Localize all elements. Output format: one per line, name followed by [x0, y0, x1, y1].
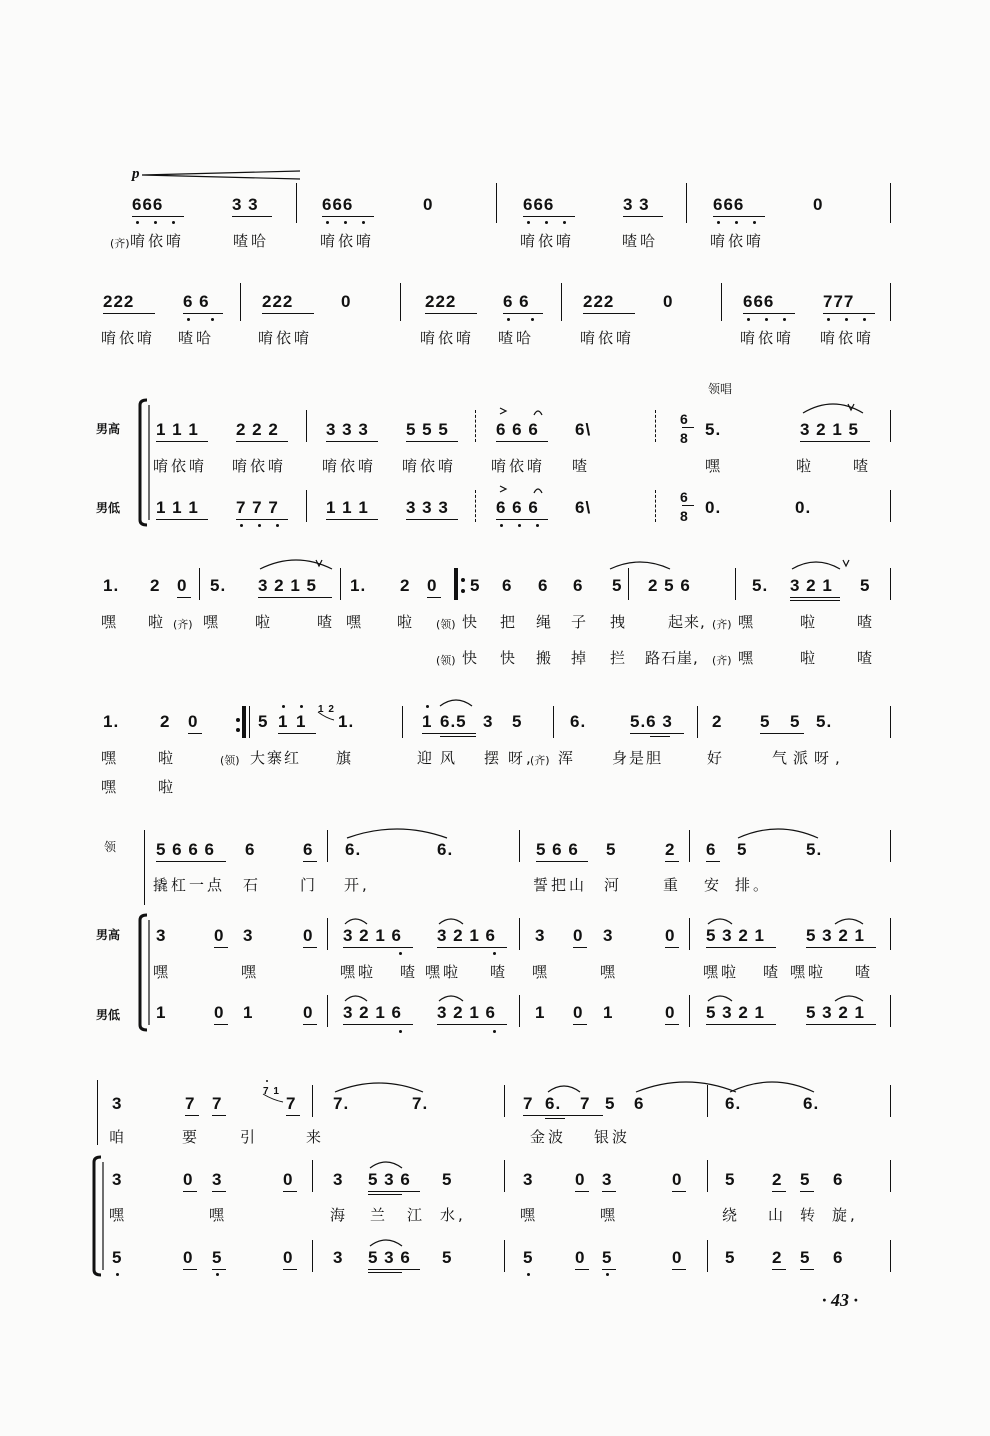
- note: 3: [483, 712, 494, 731]
- lyric: 海: [330, 1206, 349, 1224]
- note: 2: [772, 1170, 783, 1189]
- note: 2: [772, 1248, 783, 1267]
- note: 0: [177, 576, 188, 595]
- note: 1.: [103, 712, 120, 731]
- note: 7: [185, 1094, 196, 1113]
- lyric: 嘿: [101, 778, 120, 796]
- lyric: 喳哈: [178, 329, 215, 347]
- note: 5 3 6: [368, 1248, 411, 1267]
- lyric: 嘿: [600, 1206, 619, 1224]
- note: 0: [663, 292, 674, 311]
- note: 0: [665, 1003, 676, 1022]
- lyric: 安: [704, 876, 723, 894]
- note: 3: [212, 1170, 223, 1189]
- lyric: 石: [243, 876, 262, 894]
- lyric: 咱: [109, 1128, 128, 1146]
- lyric: 旗: [336, 749, 355, 767]
- lyric: 嘿啦: [703, 963, 740, 981]
- lyric: 摆: [484, 749, 503, 767]
- lyric: 旋,: [832, 1206, 858, 1224]
- lyric: 啦: [158, 778, 177, 796]
- lyric: 唷依唷: [153, 457, 208, 475]
- lyric: 嘿: [101, 749, 120, 767]
- lyric: 拽: [610, 613, 629, 631]
- note: 6: [573, 576, 584, 595]
- grace-note: 7 1: [263, 1086, 280, 1097]
- lyric: 浑: [558, 749, 577, 767]
- note: 3 3: [623, 195, 650, 214]
- note: 6: [303, 840, 314, 859]
- note: 3 2 1 6: [437, 926, 496, 945]
- note: 2: [665, 840, 676, 859]
- note: 6: [502, 576, 513, 595]
- note: 2: [400, 576, 411, 595]
- note: 0: [283, 1248, 294, 1267]
- lyric: 喳哈: [622, 232, 659, 250]
- note: 1.: [338, 712, 355, 731]
- bass-label: 男低: [96, 501, 121, 515]
- lyric: 嘿: [203, 613, 222, 631]
- lyric: 喳: [490, 963, 509, 981]
- lyric: 嘿: [600, 963, 619, 981]
- note: 666: [713, 195, 745, 214]
- lyric: 喳哈: [233, 232, 270, 250]
- lyric: 嘿: [209, 1206, 228, 1224]
- note: 5.: [705, 420, 722, 439]
- note: 222: [425, 292, 457, 311]
- lyric: 喳: [857, 613, 876, 631]
- note: 5: [212, 1248, 223, 1267]
- note: 3 3: [232, 195, 259, 214]
- note: 6\: [575, 498, 592, 517]
- lyric: 嘿: [738, 649, 757, 667]
- note: 6.: [345, 840, 362, 859]
- lyric: (齐): [712, 654, 732, 667]
- lyric: 嘿: [532, 963, 551, 981]
- note: 5: [725, 1170, 736, 1189]
- note: 5 3 2 1: [706, 926, 765, 945]
- note: 5 6 6 6: [156, 840, 215, 859]
- lyric: 唷依唷: [320, 232, 375, 250]
- lyric: 啦: [148, 613, 167, 631]
- lyric: 唷依唷: [491, 457, 546, 475]
- lyric: (齐): [530, 754, 550, 767]
- note: 0: [214, 926, 225, 945]
- lyric: 唷依唷: [402, 457, 457, 475]
- note: 3: [523, 1170, 534, 1189]
- lyric: 嘿: [241, 963, 260, 981]
- note: 0: [423, 195, 434, 214]
- note: 0: [672, 1248, 683, 1267]
- note: 6 6 6: [496, 420, 539, 439]
- note: 1.: [350, 576, 367, 595]
- lyric: 唷依唷: [130, 232, 185, 250]
- lyric: 好: [707, 749, 726, 767]
- lyric: 拦: [610, 649, 629, 667]
- note: 1: [422, 712, 433, 731]
- note: 5 3 2 1: [706, 1003, 765, 1022]
- note: 0: [214, 1003, 225, 1022]
- note: 222: [583, 292, 615, 311]
- lyric: 嘿: [705, 457, 724, 475]
- note: 6: [833, 1170, 844, 1189]
- note: 3: [535, 926, 546, 945]
- note: 7 7 7: [236, 498, 279, 517]
- note: 0: [188, 712, 199, 731]
- lyric: 喳: [853, 457, 872, 475]
- note: 3: [333, 1170, 344, 1189]
- tenor-label: 男高: [96, 928, 121, 942]
- time-sig-bottom: 8: [680, 430, 689, 446]
- lyric: 嘿: [101, 613, 120, 631]
- note: 5: [605, 1094, 616, 1113]
- lyric: 快: [462, 613, 481, 631]
- note: 1 1 1: [156, 498, 199, 517]
- lyric: 唷依唷: [710, 232, 765, 250]
- lyric: 呀,: [508, 749, 534, 767]
- note: 0: [303, 926, 314, 945]
- lyric: 重: [663, 876, 682, 894]
- note: 2 2 2: [236, 420, 279, 439]
- note: 1: [278, 712, 289, 731]
- lyric: 唷依唷: [820, 329, 875, 347]
- lyric: 啦: [796, 457, 815, 475]
- lyric: 唷依唷: [322, 457, 377, 475]
- lyric: 来: [306, 1128, 325, 1146]
- note: 6\: [575, 420, 592, 439]
- time-sig-bottom: 8: [680, 508, 689, 524]
- note: 0: [575, 1248, 586, 1267]
- time-sig-top: 6: [680, 489, 689, 505]
- lyric: 啦: [397, 613, 416, 631]
- note: 6.: [725, 1094, 742, 1113]
- lyric: 河: [604, 876, 623, 894]
- note: 3 3 3: [406, 498, 449, 517]
- note: 666: [132, 195, 164, 214]
- note: 7: [580, 1094, 591, 1113]
- note: 1: [603, 1003, 614, 1022]
- note: 1: [156, 1003, 167, 1022]
- note: 0: [341, 292, 352, 311]
- lyric: 啦: [800, 613, 819, 631]
- lyric: (领): [220, 754, 240, 767]
- lyric: 喳: [317, 613, 336, 631]
- note: 5 3 6: [368, 1170, 411, 1189]
- note: 5: [602, 1248, 613, 1267]
- note: 3 2 1: [790, 576, 833, 595]
- note: 5: [612, 576, 623, 595]
- note: 0: [183, 1248, 194, 1267]
- lyric: 绳: [536, 613, 555, 631]
- lyric: 转: [800, 1206, 819, 1224]
- note: 6 6 6: [496, 498, 539, 517]
- lyric: 嘿: [109, 1206, 128, 1224]
- note: 1: [535, 1003, 546, 1022]
- note: 5: [800, 1248, 811, 1267]
- lyric: 掉: [571, 649, 590, 667]
- note: 7: [523, 1094, 534, 1113]
- note: 6.: [570, 712, 587, 731]
- note: 6: [634, 1094, 645, 1113]
- note: 6.: [437, 840, 454, 859]
- note: 7: [286, 1094, 297, 1113]
- note: 5: [800, 1170, 811, 1189]
- note: 0: [665, 926, 676, 945]
- note: 6.5: [440, 712, 467, 731]
- lyric: (领): [436, 654, 456, 667]
- lyric: 嘿: [153, 963, 172, 981]
- note: 6: [706, 840, 717, 859]
- note: 3: [602, 1170, 613, 1189]
- lyric: 嘿: [738, 613, 757, 631]
- note: 1 1 1: [156, 420, 199, 439]
- lead-label: 领唱: [708, 382, 733, 396]
- note: 2 5 6: [648, 576, 691, 595]
- lyric: (领): [436, 618, 456, 631]
- note: 5: [112, 1248, 123, 1267]
- note: 5: [760, 712, 771, 731]
- note: 7.: [412, 1094, 429, 1113]
- note: 5: [725, 1248, 736, 1267]
- lyric: 开,: [344, 876, 370, 894]
- note: 7: [212, 1094, 223, 1113]
- note: 3: [243, 926, 254, 945]
- lyric: 金波: [530, 1128, 567, 1146]
- note: 5.: [752, 576, 769, 595]
- note: 222: [103, 292, 135, 311]
- lyric: 唷依唷: [520, 232, 575, 250]
- note: 1: [243, 1003, 254, 1022]
- lyric: 喳: [763, 963, 782, 981]
- lyric: 喳: [857, 649, 876, 667]
- note: 3: [156, 926, 167, 945]
- note: 1.: [103, 576, 120, 595]
- lyric: 唷依唷: [232, 457, 287, 475]
- note: 5: [737, 840, 748, 859]
- note: 5: [790, 712, 801, 731]
- note: 5 5 5: [406, 420, 449, 439]
- lyric: 誓把山: [533, 876, 588, 894]
- note: 3 2 1 6: [437, 1003, 496, 1022]
- lyric: 搬: [536, 649, 555, 667]
- lyric: 嘿啦: [425, 963, 462, 981]
- lyric: 兰: [370, 1206, 389, 1224]
- note: 5: [442, 1248, 453, 1267]
- lyric: 子: [571, 613, 590, 631]
- lyric: 啦: [800, 649, 819, 667]
- note: 5: [523, 1248, 534, 1267]
- lyric: 快: [462, 649, 481, 667]
- note: 5 3 2 1: [806, 926, 865, 945]
- page-number: · 43 ·: [822, 1290, 858, 1310]
- note: 5.6 3: [630, 712, 673, 731]
- lyric: 路石崖,: [645, 649, 699, 667]
- lyric: 嘿: [346, 613, 365, 631]
- lyric: (齐): [110, 237, 130, 250]
- note: 3: [112, 1170, 123, 1189]
- lyric: 水,: [440, 1206, 466, 1224]
- note: 5: [470, 576, 481, 595]
- dynamic-marking: p: [132, 166, 140, 182]
- note: 5: [606, 840, 617, 859]
- lyric: 唷依唷: [580, 329, 635, 347]
- note: 5.: [806, 840, 823, 859]
- note: 1 1 1: [326, 498, 369, 517]
- lead-label: 领: [104, 840, 117, 854]
- note: 3: [603, 926, 614, 945]
- lyric: 排。: [735, 876, 772, 894]
- note: 3 2 1 5: [258, 576, 317, 595]
- note: 7.: [333, 1094, 350, 1113]
- note: 5: [442, 1170, 453, 1189]
- lyric: 迎风: [417, 749, 464, 767]
- note: 5.: [210, 576, 227, 595]
- lyric: 快: [500, 649, 519, 667]
- note: 6: [245, 840, 256, 859]
- time-sig-top: 6: [680, 411, 689, 427]
- lyric: 大寨红: [250, 749, 302, 767]
- note: 6: [833, 1248, 844, 1267]
- lyric: 嘿啦: [340, 963, 377, 981]
- note: 666: [743, 292, 775, 311]
- lyric: 唷依唷: [420, 329, 475, 347]
- lyric: 嘿: [520, 1206, 539, 1224]
- note: 0.: [705, 498, 722, 517]
- lyric: 嘿啦: [790, 963, 827, 981]
- lyric: 喳哈: [498, 329, 535, 347]
- note: 5 3 2 1: [806, 1003, 865, 1022]
- note: 3 3 3: [326, 420, 369, 439]
- note: 0: [303, 1003, 314, 1022]
- lyric: 绕: [722, 1206, 741, 1224]
- note: 6.: [545, 1094, 562, 1113]
- lyric: 山: [768, 1206, 787, 1224]
- lyric: (齐): [712, 618, 732, 631]
- lyric: 喳: [855, 963, 874, 981]
- lyric: 唷依唷: [258, 329, 313, 347]
- lyric: 引: [240, 1128, 259, 1146]
- grace-note: 1 2: [318, 704, 335, 715]
- note: 0: [573, 1003, 584, 1022]
- note: 0: [672, 1170, 683, 1189]
- lyric: 门: [300, 876, 319, 894]
- lyric: 喳: [400, 963, 419, 981]
- note: 0: [183, 1170, 194, 1189]
- note: 6.: [803, 1094, 820, 1113]
- lyric: 把: [500, 613, 519, 631]
- note: 3 2 1 5: [800, 420, 859, 439]
- note: 2: [150, 576, 161, 595]
- lyric: 起来,: [668, 613, 706, 631]
- note: 6: [538, 576, 549, 595]
- note: 0.: [795, 498, 812, 517]
- note: 2: [712, 712, 723, 731]
- note: 6 6: [503, 292, 530, 311]
- lyric: 撬杠一点: [153, 876, 226, 894]
- lyric: 要: [182, 1128, 201, 1146]
- note: 666: [322, 195, 354, 214]
- note: 5 6 6: [536, 840, 579, 859]
- note: 6 6: [183, 292, 210, 311]
- note: 5.: [816, 712, 833, 731]
- bass-label: 男低: [96, 1008, 121, 1022]
- lyric: (齐): [173, 618, 193, 631]
- note: 1: [296, 712, 307, 731]
- lyric: 啦: [255, 613, 274, 631]
- note: 0: [575, 1170, 586, 1189]
- lyric: 唷依唷: [740, 329, 795, 347]
- lyric: 唷依唷: [101, 329, 156, 347]
- note: 666: [523, 195, 555, 214]
- note: 0: [283, 1170, 294, 1189]
- tenor-label: 男高: [96, 422, 121, 436]
- note: 3 2 1 6: [343, 1003, 402, 1022]
- note: 0: [573, 926, 584, 945]
- note: 0: [813, 195, 824, 214]
- lyric: 银波: [594, 1128, 631, 1146]
- lyric: 喳: [572, 457, 591, 475]
- note: 3 2 1 6: [343, 926, 402, 945]
- note: 5: [860, 576, 871, 595]
- note: 3: [333, 1248, 344, 1267]
- note: 777: [823, 292, 855, 311]
- lyric: 啦: [158, 749, 177, 767]
- lyric: 身是胆: [612, 749, 664, 767]
- note: 2: [160, 712, 171, 731]
- note: 5: [512, 712, 523, 731]
- note: 0: [427, 576, 438, 595]
- note: 5: [258, 712, 269, 731]
- lyric: 江: [407, 1206, 426, 1224]
- note: 3: [112, 1094, 123, 1113]
- note: 222: [262, 292, 294, 311]
- lyric: 气派呀,: [772, 749, 846, 767]
